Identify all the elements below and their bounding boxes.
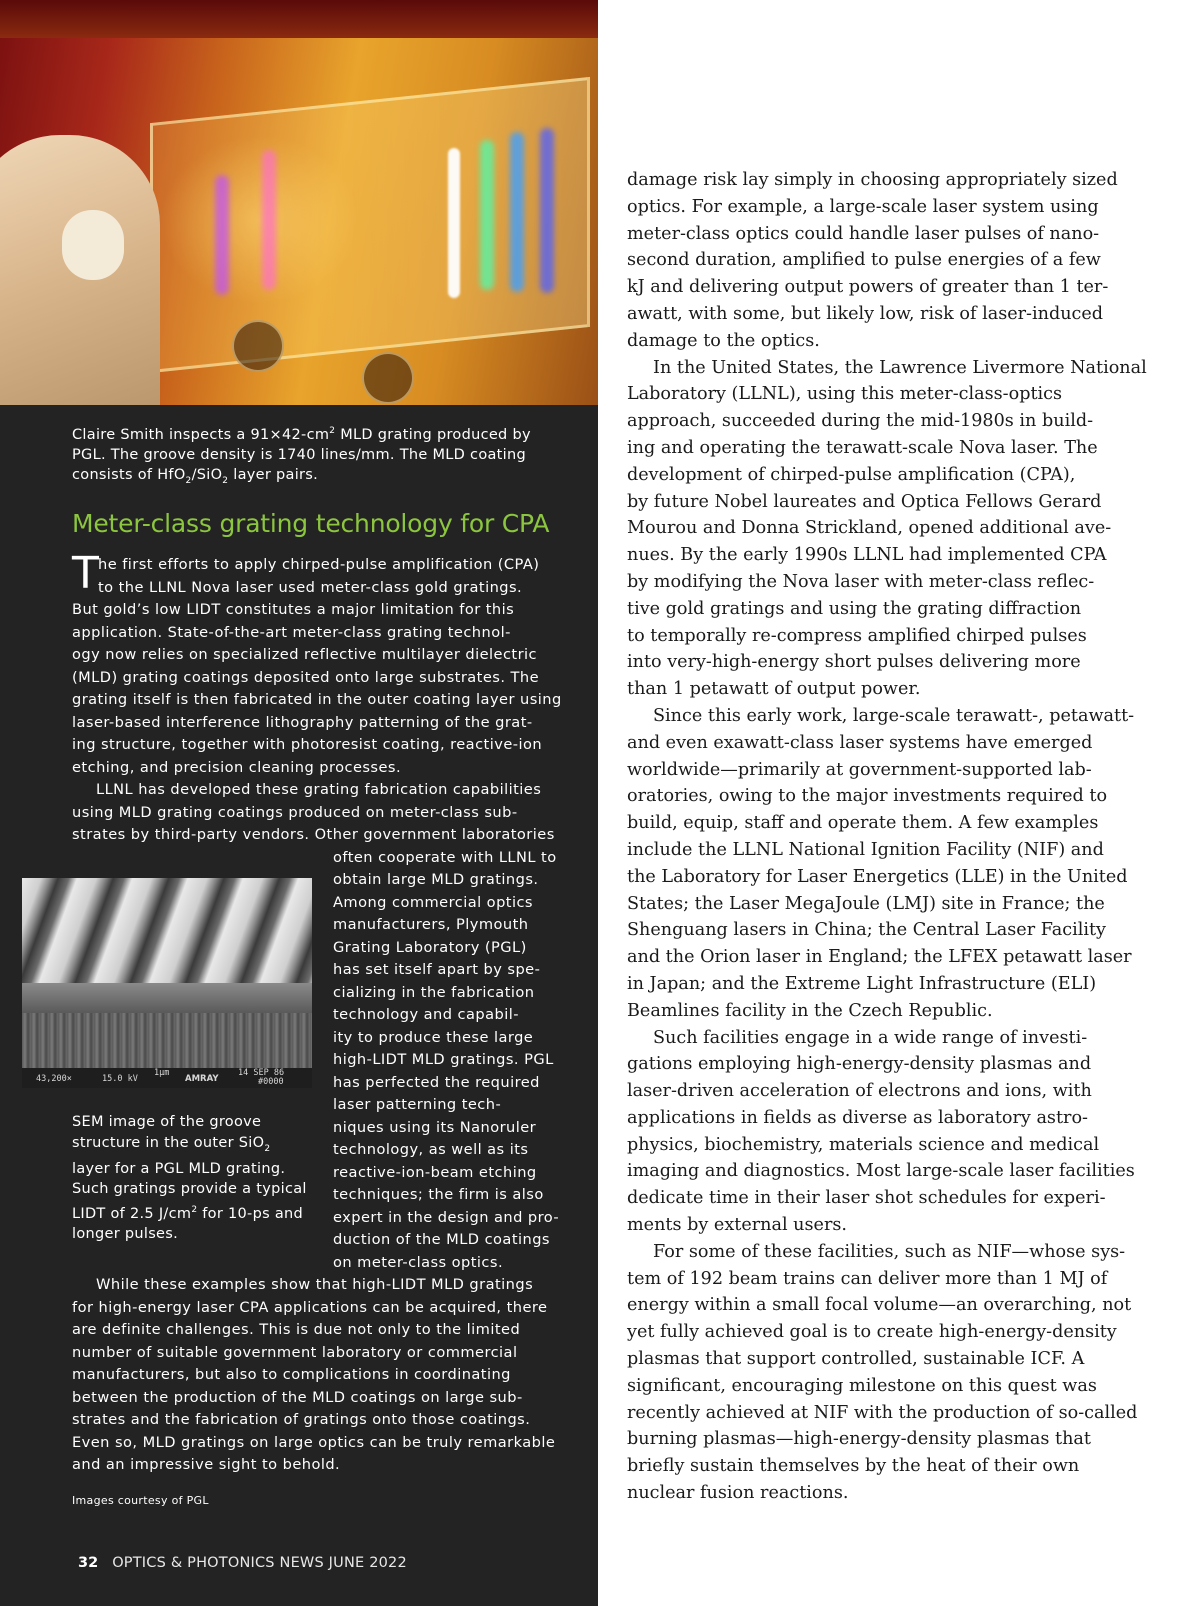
text-line: laser patterning tech- xyxy=(333,1096,502,1113)
text-line: nuclear fusion reactions. xyxy=(627,1483,849,1504)
text-line: gations employing high-energy-density plasmas and xyxy=(627,1054,1092,1075)
text-line: often cooperate with LLNL to xyxy=(333,848,557,866)
text-line: second duration, amplified to pulse energies of a few xyxy=(627,250,1101,271)
text-line: worldwide—primarily at government-supported lab- xyxy=(627,759,1092,780)
text-line: oratories, owing to the major investments required to xyxy=(627,786,1108,807)
text-line: and even exawatt-class laser systems have emerged xyxy=(627,732,1093,753)
text-line: and an impressive sight to behold. xyxy=(72,1456,341,1473)
text-line: technology and capabil- xyxy=(333,1006,519,1023)
text-line: meter-class optics could handle laser pulses of nano- xyxy=(627,223,1100,244)
text-line: While these examples show that high-LIDT MLD gratings xyxy=(96,1276,534,1293)
text-line: Mourou and Donna Strickland, opened additional ave- xyxy=(627,518,1112,539)
photo-light-band xyxy=(540,128,554,293)
text-line: Laboratory (LLNL), using this meter-class-optics xyxy=(627,384,1063,405)
text-line: niques using its Nanoruler xyxy=(333,1118,537,1136)
photo-mount-cutout xyxy=(232,320,284,372)
text-line: to temporally re-compress amplified chirped pulses xyxy=(627,625,1087,646)
left-panel xyxy=(0,0,598,1606)
sem-kv: 15.0 kV xyxy=(102,1074,138,1084)
caption-text: Such gratings provide a typical xyxy=(72,1181,307,1198)
caption-text: PGL. The groove density is 1740 lines/mm. The MLD coating xyxy=(72,446,526,463)
text-line: than 1 petawatt of output power. xyxy=(627,679,921,700)
sem-layer xyxy=(22,983,312,1013)
text-line: Beamlines facility in the Czech Republic. xyxy=(627,1000,993,1021)
photo-caption xyxy=(72,421,542,491)
text-line: physics, biochemistry, materials science and medical xyxy=(627,1134,1100,1155)
text-line: build, equip, staff and operate them. A few examples xyxy=(627,813,1099,834)
sem-substrate xyxy=(22,1013,312,1068)
page-number: 32 xyxy=(78,1555,99,1571)
sem-brand: AMRAY xyxy=(185,1074,219,1084)
text-line: technology, as well as its xyxy=(333,1141,529,1158)
text-line: number of suitable government laboratory or commercial xyxy=(72,1343,518,1361)
caption-text: Claire Smith inspects a 91×42-cm xyxy=(72,426,330,443)
text-line: Such facilities engage in a wide range of investi- xyxy=(653,1027,1088,1048)
text-line: manufacturers, but also to complications in coordinating xyxy=(72,1366,511,1383)
sem-caption xyxy=(72,1112,312,1245)
text-line: laser-driven acceleration of electrons and ions, with xyxy=(627,1081,1092,1102)
sem-scalebar xyxy=(22,1068,312,1088)
text-line: to the LLNL Nova laser used meter-class gold gratings. xyxy=(98,578,523,596)
photo-light-band xyxy=(510,132,524,292)
text-line: laser-based interference lithography patterning of the grat- xyxy=(72,713,533,731)
caption-text: SEM image of the groove xyxy=(72,1114,262,1130)
text-line: Among commercial optics xyxy=(333,893,533,911)
text-line: damage to the optics. xyxy=(627,330,820,351)
text-line: development of chirped-pulse amplification (CPA), xyxy=(627,464,1076,485)
caption-sub: 2 xyxy=(185,475,192,486)
photo-face-mask xyxy=(62,210,124,280)
text-line: are definite challenges. This is due not only to the limited xyxy=(72,1321,521,1338)
text-line: high-LIDT MLD gratings. PGL xyxy=(333,1051,554,1068)
text-line: optics. For example, a large-scale laser system using xyxy=(627,196,1099,217)
text-line: duction of the MLD coatings xyxy=(333,1231,550,1248)
text-line: application. State-of-the-art meter-class grating technol- xyxy=(72,623,511,641)
text-line: Even so, MLD gratings on large optics can be truly remarkable xyxy=(72,1433,556,1451)
text-line: yet fully achieved goal is to create high-energy-density xyxy=(627,1322,1117,1343)
caption-text: LIDT of 2.5 J/cm xyxy=(72,1205,192,1222)
text-line: in Japan; and the Extreme Light Infrastructure (ELI) xyxy=(627,973,1097,994)
text-line: tive gold gratings and using the grating diffraction xyxy=(627,598,1082,619)
text-line: strates and the fabrication of gratings onto those coatings. xyxy=(72,1411,531,1428)
left-body-para2-narrow xyxy=(333,847,593,1275)
photo-mount-cutout xyxy=(362,352,414,404)
text-line: approach, succeeded during the mid-1980s in build- xyxy=(627,411,1094,432)
text-line: ments by external users. xyxy=(627,1215,847,1236)
text-line: he first efforts to apply chirped-pulse amplification (CPA) xyxy=(98,556,540,573)
text-line: manufacturers, Plymouth xyxy=(333,916,529,933)
text-line: into very-high-energy short pulses delivering more xyxy=(627,652,1081,673)
text-line: by future Nobel laureates and Optica Fellows Gerard xyxy=(627,491,1102,512)
right-column xyxy=(627,167,1147,1507)
text-line: techniques; the firm is also xyxy=(333,1186,544,1203)
text-line: tem of 192 beam trains can deliver more than 1 MJ of xyxy=(627,1268,1108,1289)
text-line: strates by third-party vendors. Other government laboratories xyxy=(72,826,555,843)
text-line: reactive-ion-beam etching xyxy=(333,1163,537,1181)
caption-text: MLD grating produced by xyxy=(335,426,531,443)
caption-sub: 2 xyxy=(264,1143,271,1154)
caption-text: layer for a PGL MLD grating. xyxy=(72,1160,286,1177)
section-title: Meter-class grating technology for CPA xyxy=(72,509,550,538)
text-line: for high-energy laser CPA applications can be acquired, there xyxy=(72,1298,548,1316)
sem-mag: 43,200× xyxy=(36,1074,72,1084)
text-line: LLNL has developed these grating fabrication capabilities xyxy=(96,781,542,798)
caption-text: longer pulses. xyxy=(72,1226,179,1243)
grating-photo xyxy=(0,0,598,405)
sem-scale: 1μm xyxy=(154,1068,170,1078)
text-line: damage risk lay simply in choosing appropriately sized xyxy=(627,170,1118,190)
caption-sup: 2 xyxy=(329,426,336,436)
left-body-para1 xyxy=(72,548,567,779)
text-line: include the LLNL National Ignition Facility (NIF) and xyxy=(627,839,1104,860)
text-line: kJ and delivering output powers of greater than 1 ter- xyxy=(627,277,1109,298)
text-line: ing structure, together with photoresist coating, reactive-ion xyxy=(72,736,543,753)
photo-light-band xyxy=(480,140,494,290)
text-line: cializing in the fabrication xyxy=(333,983,535,1001)
image-credit: Images courtesy of PGL xyxy=(72,1494,209,1507)
text-line: States; the Laser MegaJoule (LMJ) site in France; the xyxy=(627,893,1105,914)
text-line: ogy now relies on specialized reflective multilayer dielectric xyxy=(72,646,538,663)
left-body-para2 xyxy=(72,779,567,847)
caption-text: for 10-ps and xyxy=(197,1205,304,1222)
text-line: ing and operating the terawatt-scale Nova laser. The xyxy=(627,437,1098,458)
text-line: nues. By the early 1990s LLNL had implemented CPA xyxy=(627,545,1107,566)
sem-date: 14 SEP 86 xyxy=(238,1068,285,1078)
text-line: Grating Laboratory (PGL) xyxy=(333,938,527,956)
caption-text: structure in the outer SiO xyxy=(72,1134,265,1151)
text-line: ity to produce these large xyxy=(333,1028,534,1046)
publication-name: OPTICS & PHOTONICS NEWS JUNE 2022 xyxy=(112,1555,407,1571)
text-line: expert in the design and pro- xyxy=(333,1208,560,1226)
photo-light-band xyxy=(448,148,460,298)
caption-text: layer pairs. xyxy=(228,466,319,483)
text-line: But gold’s low LIDT constitutes a major limitation for this xyxy=(72,601,515,618)
sem-image xyxy=(22,878,312,1088)
caption-text: consists of HfO xyxy=(72,466,186,483)
text-line: Shenguang lasers in China; the Central Laser Facility xyxy=(627,920,1106,941)
text-line: plasmas that support controlled, sustainable ICF. A xyxy=(627,1349,1085,1370)
text-line: briefly sustain themselves by the heat of their own xyxy=(627,1456,1080,1477)
caption-sup: 2 xyxy=(191,1204,198,1215)
photo-light-band xyxy=(262,150,276,290)
left-body-para3 xyxy=(72,1274,567,1477)
page-footer xyxy=(78,1555,407,1571)
photo-ceiling-bar xyxy=(0,0,598,38)
text-line: etching, and precision cleaning processes. xyxy=(72,758,402,776)
text-line: In the United States, the Lawrence Livermore National xyxy=(653,357,1147,378)
text-line: applications in fields as diverse as laboratory astro- xyxy=(627,1107,1088,1128)
text-line: the Laboratory for Laser Energetics (LLE) in the United xyxy=(627,866,1128,887)
sem-id: #0000 xyxy=(258,1077,284,1087)
text-line: significant, encouraging milestone on this quest was xyxy=(627,1375,1097,1396)
text-line: has perfected the required xyxy=(333,1073,540,1091)
text-line: awatt, with some, but likely low, risk of laser-induced xyxy=(627,303,1104,324)
photo-light-band xyxy=(215,175,229,295)
text-line: has set itself apart by spe- xyxy=(333,961,541,978)
sem-grooves xyxy=(22,878,312,983)
caption-text: /SiO xyxy=(191,466,223,483)
text-line: (MLD) grating coatings deposited onto large substrates. The xyxy=(72,668,539,686)
text-line: Since this early work, large-scale terawatt-, petawatt- xyxy=(653,705,1135,726)
text-line: dedicate time in their laser shot schedules for experi- xyxy=(627,1188,1106,1209)
text-line: by modifying the Nova laser with meter-class reflec- xyxy=(627,571,1095,592)
text-line: grating itself is then fabricated in the outer coating layer using xyxy=(72,691,562,708)
text-line: between the production of the MLD coatings on large sub- xyxy=(72,1388,523,1406)
text-line: recently achieved at NIF with the production of so-called xyxy=(627,1402,1138,1423)
text-line: and the Orion laser in England; the LFEX petawatt laser xyxy=(627,947,1132,968)
text-line: using MLD grating coatings produced on meter-class sub- xyxy=(72,803,518,821)
text-line: obtain large MLD gratings. xyxy=(333,871,539,888)
text-line: energy within a small focal volume—an overarching, not xyxy=(627,1295,1132,1316)
text-line: on meter-class optics. xyxy=(333,1253,504,1271)
caption-sub: 2 xyxy=(222,475,229,486)
drop-cap: T xyxy=(72,548,99,599)
text-line: For some of these facilities, such as NIF—whose sys- xyxy=(653,1241,1126,1262)
text-line: imaging and diagnostics. Most large-scale laser facilities xyxy=(627,1161,1135,1182)
text-line: burning plasmas—high-energy-density plasmas that xyxy=(627,1429,1091,1450)
